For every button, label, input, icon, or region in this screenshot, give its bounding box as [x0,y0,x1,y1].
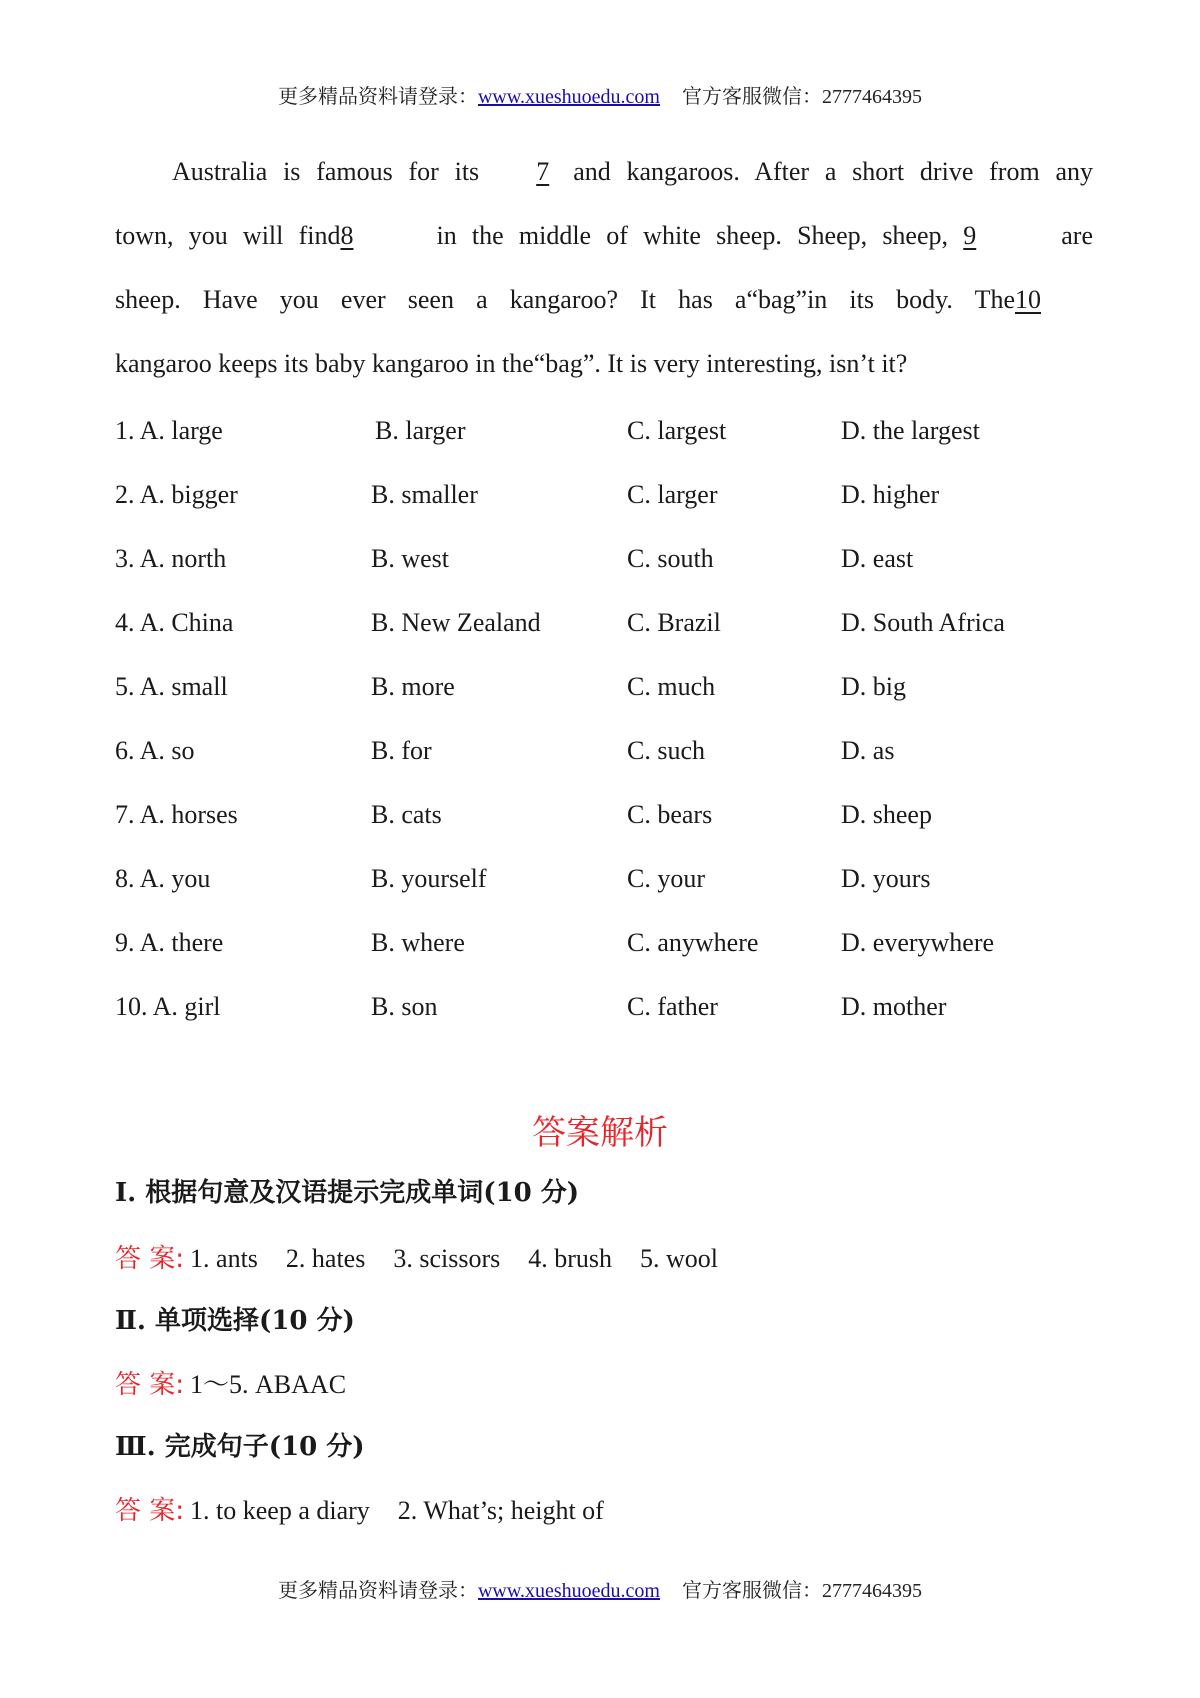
answer-item: 5. wool [640,1244,719,1273]
answers-title: 答案解析 [532,1113,668,1153]
answer-item: 1～5. ABAAC [190,1370,347,1399]
option-d: D. the largest [841,416,980,445]
passage-text: in the middle of white sheep. Sheep, sheep, [436,221,949,250]
footer-url-link[interactable]: www.xueshuoedu.com [477,1580,660,1602]
option-b: B. cats [371,800,442,829]
option-a: 2. A. bigger [115,480,238,509]
option-b: B. where [371,928,465,957]
option-b: B. smaller [371,480,478,509]
option-a: 8. A. you [115,864,211,893]
section-1-answers [115,1238,740,1275]
answer-label: 答 案: [115,1496,185,1526]
option-d: D. sheep [841,800,932,829]
option-c: C. anywhere [627,928,759,957]
option-d: D. higher [841,480,940,509]
option-d: D. big [841,672,906,701]
option-d: D. yours [841,864,931,893]
option-b: B. for [371,736,432,765]
page-header [0,80,1200,109]
option-b: B. west [371,544,449,573]
option-c: C. larger [627,480,718,509]
page-footer [0,1574,1200,1603]
section-2-heading: Ⅱ. 单项选择(10 分) [115,1306,355,1336]
section-3-heading: Ⅲ. 完成句子(10 分) [115,1432,365,1462]
option-d: D. South Africa [841,608,1005,637]
option-c: C. largest [627,416,727,445]
option-c: C. much [627,672,716,701]
footer-prefix: 更多精品资料请登录： [277,1580,478,1602]
question-row-9 [115,928,1095,968]
question-row-10 [115,992,1095,1032]
question-row-7 [115,800,1095,840]
passage-line-1 [115,140,1093,204]
option-b: B. son [371,992,438,1021]
passage-text: kangaroo keeps its baby kangaroo in the“bag”. It is very interesting, isn’t it? [115,349,908,378]
blank-8: 8 [340,221,354,250]
question-row-4 [115,608,1095,648]
option-c: C. bears [627,800,713,829]
option-a: 1. A. large [115,416,223,445]
option-a: 5. A. small [115,672,228,701]
header-service: 官方客服微信：2777464395 [682,86,922,108]
section-3-answers [115,1490,626,1527]
answer-label: 答 案: [115,1244,185,1274]
answer-label: 答 案: [115,1370,185,1400]
passage-line-2 [115,204,1093,268]
answer-item: 2. hates [285,1244,366,1273]
option-a: 7. A. horses [115,800,238,829]
option-b: B. more [371,672,455,701]
question-row-8 [115,864,1095,904]
passage-text: town, you will find [115,221,341,250]
question-row-2 [115,480,1095,520]
footer-service: 官方客服微信：2777464395 [682,1580,922,1602]
passage-line-3 [115,268,1093,332]
option-c: C. such [627,736,705,765]
answer-item: 1. ants [190,1244,258,1273]
passage-line-4 [115,332,1093,396]
option-a: 4. A. China [115,608,234,637]
option-c: C. Brazil [627,608,721,637]
passage-text: sheep. Have you ever seen a kangaroo? It has a“bag”in its body. The [115,285,1015,314]
option-b: B. New Zealand [371,608,541,637]
question-row-5 [115,672,1095,712]
header-url-link[interactable]: www.xueshuoedu.com [477,86,660,108]
section-2-answers [115,1364,368,1401]
option-d: D. east [841,544,914,573]
option-d: D. as [841,736,895,765]
answer-item: 3. scissors [393,1244,501,1273]
option-b: B. larger [375,416,466,445]
option-c: C. father [627,992,718,1021]
option-d: D. mother [841,992,947,1021]
option-c: C. your [627,864,705,893]
question-row-1 [115,416,1095,456]
question-row-6 [115,736,1095,776]
passage-text: are [1061,221,1093,250]
blank-7: 7 [536,157,550,186]
option-a: 9. A. there [115,928,224,957]
passage-text: Australia is famous for its [172,157,480,186]
answer-item: 2. What’s; height of [397,1496,604,1525]
option-d: D. everywhere [841,928,995,957]
option-a: 3. A. north [115,544,227,573]
option-c: C. south [627,544,714,573]
blank-10: 10 [1015,285,1041,314]
option-b: B. yourself [371,864,487,893]
answer-item: 1. to keep a diary [190,1496,370,1525]
section-1-heading: Ⅰ. 根据句意及汉语提示完成单词(10 分) [115,1178,580,1208]
header-prefix: 更多精品资料请登录： [277,86,478,108]
option-a: 6. A. so [115,736,195,765]
passage-text: and kangaroos. After a short drive from any [573,157,1093,186]
answer-item: 4. brush [528,1244,613,1273]
question-row-3 [115,544,1095,584]
blank-9: 9 [963,221,977,250]
option-a: 10. A. girl [115,992,221,1021]
